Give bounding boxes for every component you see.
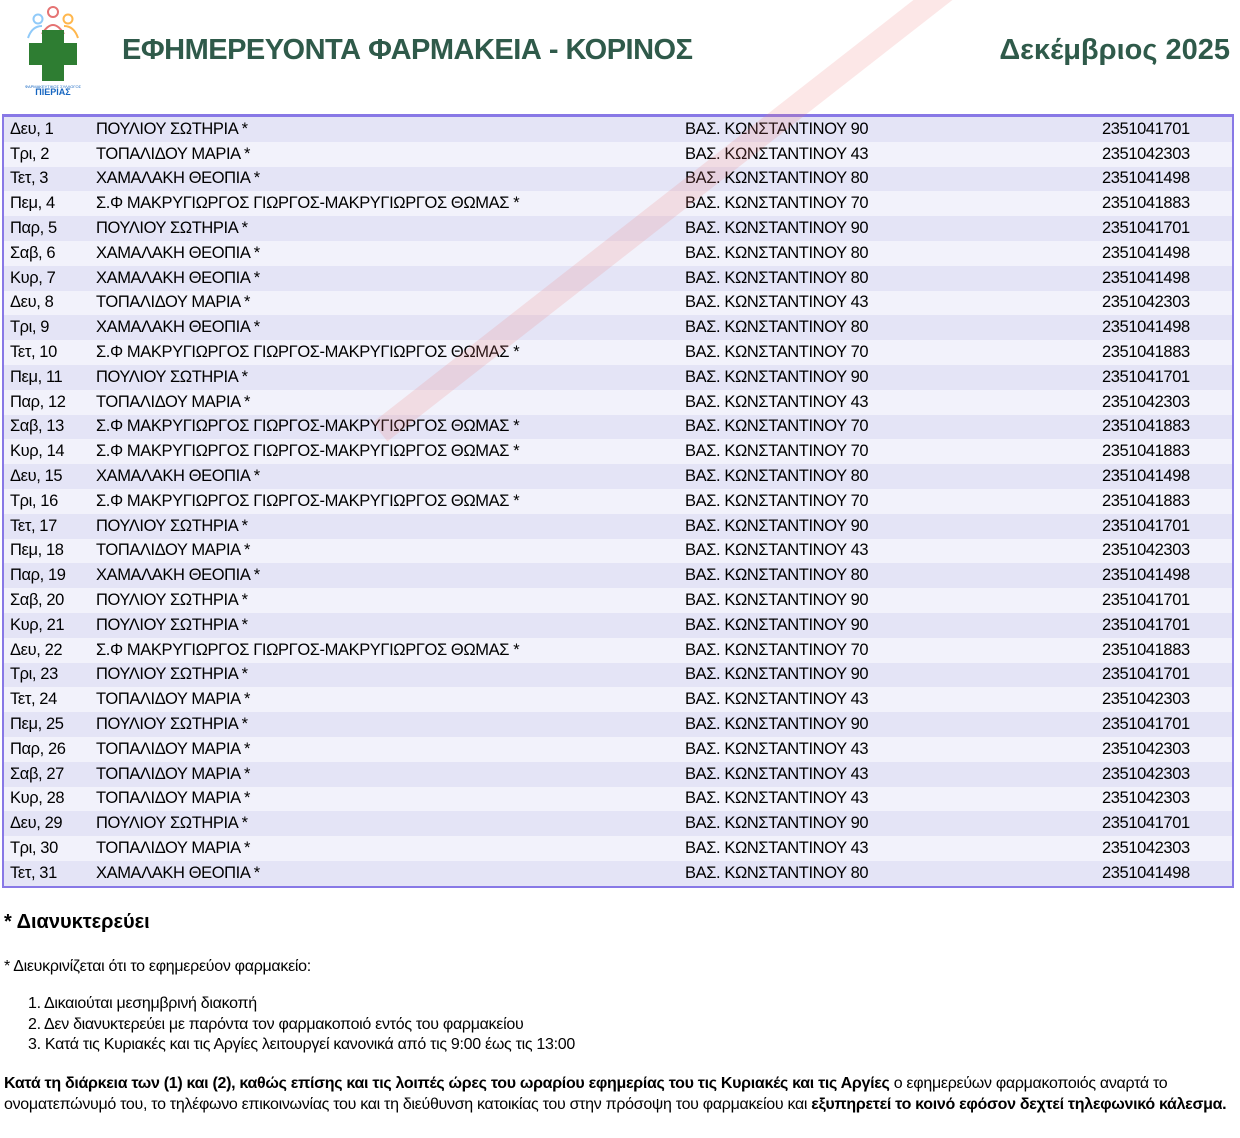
pharmacy-name-cell: ΧΑΜΑΛΑΚΗ ΘΕΟΠΙΑ * [96, 268, 260, 287]
day-cell: Τετ, 10 [10, 343, 57, 362]
pharmacy-name-cell: ΤΟΠΑΛΙΔΟΥ ΜΑΡΙΑ * [96, 392, 251, 411]
address-cell: ΒΑΣ. ΚΩΝΣΤΑΝΤΙΝΟΥ 90 [685, 219, 869, 238]
day-cell: Παρ, 5 [10, 219, 57, 238]
address-cell: ΒΑΣ. ΚΩΝΣΤΑΝΤΙΝΟΥ 70 [685, 194, 869, 213]
phone-cell: 2351042303 [1102, 144, 1190, 163]
month-label: Δεκέμβριος 2025 [999, 34, 1230, 66]
phone-cell: 2351041701 [1102, 516, 1190, 535]
table-row [4, 142, 1232, 167]
pharmacy-name-cell: Σ.Φ ΜΑΚΡΥΓΙΩΡΓΟΣ ΓΙΩΡΓΟΣ-ΜΑΚΡΥΓΙΩΡΓΟΣ ΘΩΜΑΣ * [96, 417, 520, 436]
list-item: 2. Δεν διανυκτερεύει με παρόντα τον φαρμακοποιό εντός του φαρμακείου [28, 1015, 524, 1033]
table-row [4, 464, 1232, 489]
table-row [4, 216, 1232, 241]
address-cell: ΒΑΣ. ΚΩΝΣΤΑΝΤΙΝΟΥ 70 [685, 491, 869, 510]
pharmacy-name-cell: ΠΟΥΛΙΟΥ ΣΩΤΗΡΙΑ * [96, 591, 248, 610]
address-cell: ΒΑΣ. ΚΩΝΣΤΑΝΤΙΝΟΥ 80 [685, 318, 869, 337]
address-cell: ΒΑΣ. ΚΩΝΣΤΑΝΤΙΝΟΥ 43 [685, 392, 869, 411]
service-paragraph [4, 1073, 1236, 1115]
day-cell: Τρι, 16 [10, 491, 58, 510]
address-cell: ΒΑΣ. ΚΩΝΣΤΑΝΤΙΝΟΥ 43 [685, 293, 869, 312]
pharmacy-name-cell: ΧΑΜΑΛΑΚΗ ΘΕΟΠΙΑ * [96, 863, 260, 882]
address-cell: ΒΑΣ. ΚΩΝΣΤΑΝΤΙΝΟΥ 90 [685, 665, 869, 684]
day-cell: Τετ, 17 [10, 516, 57, 535]
clarification-intro: * Διευκρινίζεται ότι το εφημερεύον φαρμακείο: [4, 958, 311, 975]
pharmacy-name-cell: ΠΟΥΛΙΟΥ ΣΩΤΗΡΙΑ * [96, 516, 248, 535]
pharmacy-name-cell: Σ.Φ ΜΑΚΡΥΓΙΩΡΓΟΣ ΓΙΩΡΓΟΣ-ΜΑΚΡΥΓΙΩΡΓΟΣ ΘΩΜΑΣ * [96, 442, 520, 461]
phone-cell: 2351041701 [1102, 119, 1190, 138]
day-cell: Κυρ, 28 [10, 789, 65, 808]
day-cell: Τρι, 30 [10, 839, 58, 857]
phone-cell: 2351042303 [1102, 541, 1190, 560]
address-cell: ΒΑΣ. ΚΩΝΣΤΑΝΤΙΝΟΥ 43 [685, 690, 869, 709]
para-bold-1: Κατά τη διάρκεια των (1) και (2), καθώς επίσης και τις λοιπές ώρες του ωραρίου εφημερίας του τις Κυριακές και τις Αργίες [4, 1075, 890, 1092]
pharmacy-name-cell: ΤΟΠΑΛΙΔΟΥ ΜΑΡΙΑ * [96, 764, 251, 783]
day-cell: Τρι, 9 [10, 318, 50, 337]
table-row [4, 390, 1232, 415]
phone-cell: 2351041498 [1102, 863, 1190, 882]
list-item: 3. Κατά τις Κυριακές και τις Αργίες λειτουργεί κανονικά από τις 9:00 έως τις 13:00 [28, 1036, 575, 1053]
day-cell: Πεμ, 11 [10, 367, 63, 386]
day-cell: Κυρ, 21 [10, 615, 65, 634]
pharmacy-name-cell: ΠΟΥΛΙΟΥ ΣΩΤΗΡΙΑ * [96, 119, 248, 138]
address-cell: ΒΑΣ. ΚΩΝΣΤΑΝΤΙΝΟΥ 90 [685, 516, 869, 535]
day-cell: Σαβ, 6 [10, 243, 56, 262]
day-cell: Τετ, 31 [10, 863, 57, 882]
day-cell: Σαβ, 27 [10, 764, 64, 783]
phone-cell: 2351041883 [1102, 343, 1190, 362]
pharmacy-name-cell: ΠΟΥΛΙΟΥ ΣΩΤΗΡΙΑ * [96, 615, 248, 634]
day-cell: Τετ, 3 [10, 169, 49, 188]
pharmacy-name-cell: ΤΟΠΑΛΙΔΟΥ ΜΑΡΙΑ * [96, 541, 251, 560]
table-row [4, 489, 1232, 514]
table-row [4, 811, 1232, 836]
day-cell: Κυρ, 14 [10, 442, 65, 461]
para-bold-2: εξυπηρετεί το κοινό εφόσον δεχτεί τηλεφωνικό κάλεσμα. [811, 1096, 1227, 1113]
table-row [4, 241, 1232, 266]
pharmacy-name-cell: ΤΟΠΑΛΙΔΟΥ ΜΑΡΙΑ * [96, 690, 251, 709]
day-cell: Πεμ, 25 [10, 715, 64, 734]
address-cell: ΒΑΣ. ΚΩΝΣΤΑΝΤΙΝΟΥ 80 [685, 243, 869, 262]
address-cell: ΒΑΣ. ΚΩΝΣΤΑΝΤΙΝΟΥ 90 [685, 615, 869, 634]
phone-cell: 2351042303 [1102, 764, 1190, 783]
day-cell: Παρ, 12 [10, 392, 66, 411]
address-cell: ΒΑΣ. ΚΩΝΣΤΑΝΤΙΝΟΥ 90 [685, 715, 869, 734]
phone-cell: 2351041701 [1102, 665, 1190, 684]
pharmacy-name-cell: Σ.Φ ΜΑΚΡΥΓΙΩΡΓΟΣ ΓΙΩΡΓΟΣ-ΜΑΚΡΥΓΙΩΡΓΟΣ ΘΩΜΑΣ * [96, 491, 520, 510]
table-row [4, 737, 1232, 762]
phone-cell: 2351041701 [1102, 219, 1190, 238]
day-cell: Πεμ, 4 [10, 194, 55, 213]
table-row [4, 539, 1232, 564]
table-row [4, 638, 1232, 663]
phone-cell: 2351041883 [1102, 442, 1190, 461]
day-cell: Δευ, 15 [10, 467, 63, 486]
pharmacy-name-cell: ΧΑΜΑΛΑΚΗ ΘΕΟΠΙΑ * [96, 318, 260, 337]
address-cell: ΒΑΣ. ΚΩΝΣΤΑΝΤΙΝΟΥ 90 [685, 591, 869, 610]
table-row [4, 315, 1232, 340]
svg-text:ΠΙΕΡΙΑΣ: ΠΙΕΡΙΑΣ [35, 87, 71, 96]
pharmacy-name-cell: ΠΟΥΛΙΟΥ ΣΩΤΗΡΙΑ * [96, 219, 248, 238]
address-cell: ΒΑΣ. ΚΩΝΣΤΑΝΤΙΝΟΥ 80 [685, 467, 869, 486]
svg-text:ΦΑΡΜΑΚΕΥΤΙΚΟΣ ΣΥΛΛΟΓΟΣ: ΦΑΡΜΑΚΕΥΤΙΚΟΣ ΣΥΛΛΟΓΟΣ [24, 84, 82, 89]
table-row [4, 836, 1232, 861]
day-cell: Τρι, 2 [10, 144, 50, 163]
day-cell: Δευ, 22 [10, 640, 63, 659]
address-cell: ΒΑΣ. ΚΩΝΣΤΑΝΤΙΝΟΥ 80 [685, 268, 869, 287]
phone-cell: 2351041498 [1102, 318, 1190, 337]
pharmacy-name-cell: ΧΑΜΑΛΑΚΗ ΘΕΟΠΙΑ * [96, 169, 260, 188]
table-row [4, 613, 1232, 638]
table-row [4, 588, 1232, 613]
phone-cell: 2351042303 [1102, 392, 1190, 411]
address-cell: ΒΑΣ. ΚΩΝΣΤΑΝΤΙΝΟΥ 80 [685, 566, 869, 585]
phone-cell: 2351041498 [1102, 169, 1190, 188]
duty-schedule-table [2, 114, 1234, 888]
day-cell: Δευ, 8 [10, 293, 54, 312]
day-cell: Σαβ, 20 [10, 591, 64, 610]
pharmacy-name-cell: ΧΑΜΑΛΑΚΗ ΘΕΟΠΙΑ * [96, 467, 260, 486]
pharmacy-name-cell: ΧΑΜΑΛΑΚΗ ΘΕΟΠΙΑ * [96, 243, 260, 262]
pharmacy-association-logo [22, 4, 84, 96]
pharmacy-name-cell: ΤΟΠΑΛΙΔΟΥ ΜΑΡΙΑ * [96, 144, 251, 163]
phone-cell: 2351041701 [1102, 814, 1190, 833]
phone-cell: 2351042303 [1102, 739, 1190, 758]
day-cell: Δευ, 29 [10, 814, 63, 833]
day-cell: Σαβ, 13 [10, 417, 64, 436]
address-cell: ΒΑΣ. ΚΩΝΣΤΑΝΤΙΝΟΥ 80 [685, 863, 869, 882]
page-title: ΕΦΗΜΕΡΕΥΟΝΤΑ ΦΑΡΜΑΚΕΙΑ - ΚΟΡΙΝΟΣ [122, 34, 693, 66]
address-cell: ΒΑΣ. ΚΩΝΣΤΑΝΤΙΝΟΥ 43 [685, 764, 869, 783]
address-cell: ΒΑΣ. ΚΩΝΣΤΑΝΤΙΝΟΥ 90 [685, 814, 869, 833]
pharmacy-name-cell: ΠΟΥΛΙΟΥ ΣΩΤΗΡΙΑ * [96, 715, 248, 734]
table-row [4, 340, 1232, 365]
day-cell: Τετ, 24 [10, 690, 57, 709]
table-row [4, 291, 1232, 316]
table-row [4, 415, 1232, 440]
table-row [4, 663, 1232, 688]
address-cell: ΒΑΣ. ΚΩΝΣΤΑΝΤΙΝΟΥ 70 [685, 442, 869, 461]
phone-cell: 2351041883 [1102, 640, 1190, 659]
address-cell: ΒΑΣ. ΚΩΝΣΤΑΝΤΙΝΟΥ 43 [685, 839, 869, 857]
pharmacy-name-cell: ΤΟΠΑΛΙΔΟΥ ΜΑΡΙΑ * [96, 789, 251, 808]
address-cell: ΒΑΣ. ΚΩΝΣΤΑΝΤΙΝΟΥ 90 [685, 367, 869, 386]
table-row [4, 712, 1232, 737]
phone-cell: 2351041498 [1102, 566, 1190, 585]
day-cell: Δευ, 1 [10, 119, 54, 138]
day-cell: Κυρ, 7 [10, 268, 56, 287]
table-row [4, 191, 1232, 216]
address-cell: ΒΑΣ. ΚΩΝΣΤΑΝΤΙΝΟΥ 43 [685, 541, 869, 560]
day-cell: Τρι, 23 [10, 665, 58, 684]
phone-cell: 2351041883 [1102, 491, 1190, 510]
pharmacy-name-cell: Σ.Φ ΜΑΚΡΥΓΙΩΡΓΟΣ ΓΙΩΡΓΟΣ-ΜΑΚΡΥΓΙΩΡΓΟΣ ΘΩΜΑΣ * [96, 640, 520, 659]
phone-cell: 2351041883 [1102, 194, 1190, 213]
day-cell: Πεμ, 18 [10, 541, 64, 560]
pharmacy-name-cell: ΠΟΥΛΙΟΥ ΣΩΤΗΡΙΑ * [96, 367, 248, 386]
table-row [4, 861, 1232, 886]
address-cell: ΒΑΣ. ΚΩΝΣΤΑΝΤΙΝΟΥ 80 [685, 169, 869, 188]
pharmacy-name-cell: Σ.Φ ΜΑΚΡΥΓΙΩΡΓΟΣ ΓΙΩΡΓΟΣ-ΜΑΚΡΥΓΙΩΡΓΟΣ ΘΩΜΑΣ * [96, 343, 520, 362]
phone-cell: 2351041498 [1102, 467, 1190, 486]
address-cell: ΒΑΣ. ΚΩΝΣΤΑΝΤΙΝΟΥ 43 [685, 739, 869, 758]
legend-note: * Διανυκτερεύει [4, 911, 150, 933]
phone-cell: 2351042303 [1102, 839, 1190, 857]
phone-cell: 2351041701 [1102, 591, 1190, 610]
address-cell: ΒΑΣ. ΚΩΝΣΤΑΝΤΙΝΟΥ 70 [685, 343, 869, 362]
phone-cell: 2351042303 [1102, 789, 1190, 808]
day-cell: Παρ, 26 [10, 739, 66, 758]
phone-cell: 2351041498 [1102, 268, 1190, 287]
address-cell: ΒΑΣ. ΚΩΝΣΤΑΝΤΙΝΟΥ 90 [685, 119, 869, 138]
table-row [4, 266, 1232, 291]
phone-cell: 2351042303 [1102, 690, 1190, 709]
pharmacy-name-cell: Σ.Φ ΜΑΚΡΥΓΙΩΡΓΟΣ ΓΙΩΡΓΟΣ-ΜΑΚΡΥΓΙΩΡΓΟΣ ΘΩΜΑΣ * [96, 194, 520, 213]
pharmacy-name-cell: ΤΟΠΑΛΙΔΟΥ ΜΑΡΙΑ * [96, 839, 251, 857]
phone-cell: 2351041701 [1102, 715, 1190, 734]
table-row [4, 365, 1232, 390]
table-row [4, 563, 1232, 588]
day-cell: Παρ, 19 [10, 566, 66, 585]
address-cell: ΒΑΣ. ΚΩΝΣΤΑΝΤΙΝΟΥ 70 [685, 417, 869, 436]
address-cell: ΒΑΣ. ΚΩΝΣΤΑΝΤΙΝΟΥ 43 [685, 789, 869, 808]
phone-cell: 2351041701 [1102, 615, 1190, 634]
address-cell: ΒΑΣ. ΚΩΝΣΤΑΝΤΙΝΟΥ 43 [685, 144, 869, 163]
clarification-list [28, 995, 575, 1057]
address-cell: ΒΑΣ. ΚΩΝΣΤΑΝΤΙΝΟΥ 70 [685, 640, 869, 659]
phone-cell: 2351041498 [1102, 243, 1190, 262]
phone-cell: 2351041701 [1102, 367, 1190, 386]
table-row [4, 687, 1232, 712]
phone-cell: 2351042303 [1102, 293, 1190, 312]
pharmacy-name-cell: ΤΟΠΑΛΙΔΟΥ ΜΑΡΙΑ * [96, 739, 251, 758]
pharmacy-name-cell: ΠΟΥΛΙΟΥ ΣΩΤΗΡΙΑ * [96, 814, 248, 833]
pharmacy-name-cell: ΤΟΠΑΛΙΔΟΥ ΜΑΡΙΑ * [96, 293, 251, 312]
table-row [4, 117, 1232, 142]
para-text: ο εφημερεύων φαρμακοποιός αναρτά το ονοματεπώνυμό του, το τηλέφωνο επικοινωνίας του και τη διεύθυνση κατοικίας του στην πρόσοψη του φαρμακείου και [4, 1075, 1168, 1113]
table-row [4, 167, 1232, 192]
table-row [4, 762, 1232, 787]
list-item: 1. Δικαιούται μεσημβρινή διακοπή [28, 995, 257, 1012]
phone-cell: 2351041883 [1102, 417, 1190, 436]
pharmacy-name-cell: ΧΑΜΑΛΑΚΗ ΘΕΟΠΙΑ * [96, 566, 260, 585]
pharmacy-name-cell: ΠΟΥΛΙΟΥ ΣΩΤΗΡΙΑ * [96, 665, 248, 684]
table-row [4, 439, 1232, 464]
table-row [4, 514, 1232, 539]
table-row [4, 787, 1232, 812]
